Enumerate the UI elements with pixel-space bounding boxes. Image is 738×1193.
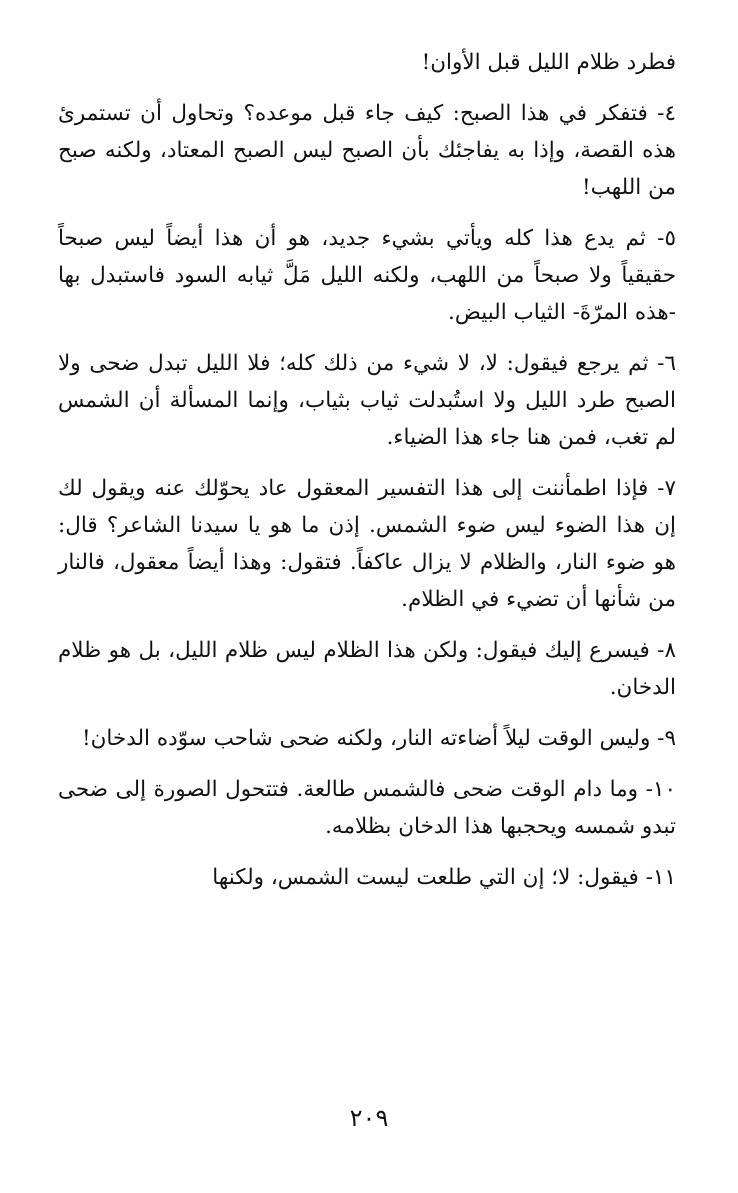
paragraph-10: ١٠- وما دام الوقت ضحى فالشمس طالعة. فتتحول الصورة إلى ضحى تبدو شمسه ويحجبها هذا الدخان بظلامه. — [58, 777, 676, 839]
paragraph-11: ١١- فيقول: لا؛ إن التي طلعت ليست الشمس، ولكنها — [212, 865, 676, 890]
paragraph-9: ٩- وليس الوقت ليلاً أضاءته النار، ولكنه ضحى شاحب سوّده الدخان! — [81, 726, 676, 751]
page-number: ٢٠٩ — [349, 1104, 389, 1132]
paragraph-6: ٦- ثم يرجع فيقول: لا، لا شيء من ذلك كله؛ فلا الليل تبدل ضحى ولا الصبح طرد الليل ولا استُبدلت ثياب بثياب، وإنما المسألة أن الشمس لم تغب، فمن هنا جاء هذا الضياء. — [58, 351, 676, 450]
page-body — [58, 44, 676, 910]
paragraph-5: ٥- ثم يدع هذا كله ويأتي بشيء جديد، هو أن هذا أيضاً ليس صبحاً حقيقياً ولا صبحاً من اللهب، ولكنه الليل مَلَّ ثيابه السود فاستبدل بها -هذه المرّةَ- الثياب البيض. — [58, 226, 676, 325]
paragraph-7: ٧- فإذا اطمأننت إلى هذا التفسير المعقول عاد يحوّلك عنه ويقول لك إن هذا الضوء ليس ضوء الشمس. إذن ما هو يا سيدنا الشاعر؟ قال: هو ضوء النار، والظلام لا يزال عاكفاً. فتقول: وهذا أيضاً معقول، فالنار من شأنها أن تضيء في الظلام. — [58, 476, 676, 612]
paragraph-8: ٨- فيسرع إليك فيقول: ولكن هذا الظلام ليس ظلام الليل، بل هو ظلام الدخان. — [58, 638, 676, 700]
paragraph-continuation: فطرد ظلام الليل قبل الأوان! — [421, 50, 676, 75]
paragraph-4: ٤- فتفكر في هذا الصبح: كيف جاء قبل موعده؟ وتحاول أن تستمرئ هذه القصة، وإذا به يفاجئك بأن الصبح ليس الصبح المعتاد، ولكنه صبح من اللهب! — [58, 101, 676, 200]
